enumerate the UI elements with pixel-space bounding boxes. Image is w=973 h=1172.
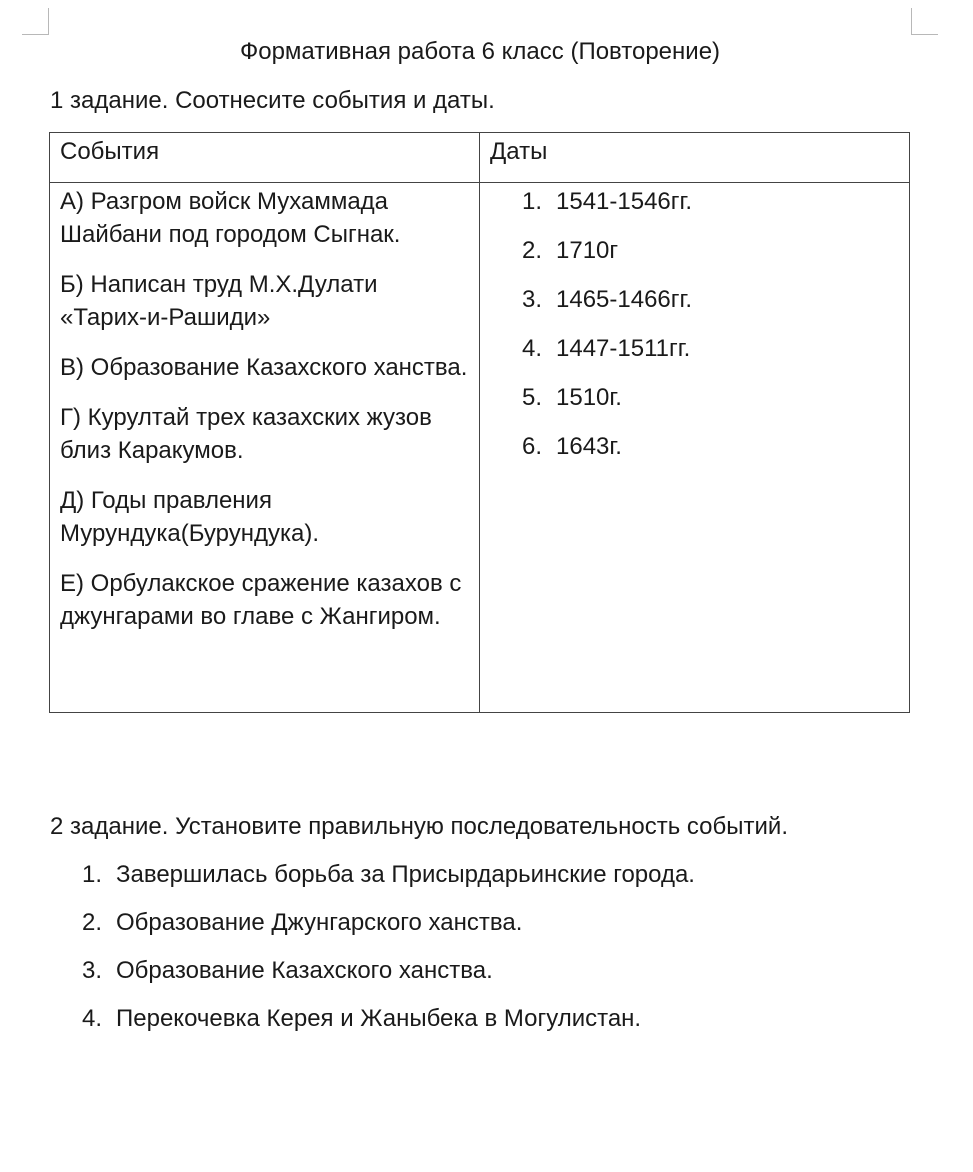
sequence-item-number: 1. [82,861,103,888]
date-item [522,381,692,430]
event-item-g: Г) Курултай трех казахских жузов близ Каракумов. [60,404,432,464]
sequence-item-number: 3. [82,957,103,984]
table-header-events: События [60,138,160,165]
date-item-text: 1510г. [556,384,622,411]
task2-heading: 2 задание. Установите правильную последовательность событий. [50,813,788,840]
sequence-item-number: 2. [82,909,103,936]
date-item-text: 1465-1466гг. [556,286,693,313]
sequence-item-text: Образование Казахского ханства. [116,957,493,984]
sequence-list [82,858,695,1050]
date-item-number: 3. [522,286,543,313]
date-item [522,185,692,234]
sequence-item-text: Перекочевка Керея и Жаныбека в Могулистан. [116,1005,642,1032]
sequence-item-text: Образование Джунгарского ханства. [116,909,523,936]
document-title: Формативная работа 6 класс (Повторение) [239,38,721,65]
sequence-item-text: Завершилась борьба за Присырдарьинские города. [116,861,695,888]
date-item [522,234,692,283]
page-corner-mark-left [22,8,49,35]
sequence-item [82,1002,695,1050]
sequence-item [82,858,695,906]
table-column-divider [479,133,480,712]
date-item-number: 4. [522,335,543,362]
table-header-dates: Даты [490,138,548,165]
sequence-item [82,954,695,1002]
event-item-v: В) Образование Казахского ханства. [60,354,468,381]
date-item-number: 6. [522,433,543,460]
event-item-a: А) Разгром войск Мухаммада Шайбани под городом Сыгнак. [60,188,401,248]
date-item-number: 5. [522,384,543,411]
date-item-number: 2. [522,237,543,264]
date-item [522,332,692,381]
date-item-text: 1643г. [556,433,622,460]
table-header-divider [50,182,909,183]
dates-list [522,185,692,479]
event-item-d: Д) Годы правления Мурундука(Бурундука). [60,487,320,547]
date-item-text: 1447-1511гг. [556,335,691,362]
event-item-b: Б) Написан труд М.Х.Дулати «Тарих-и-Рашиди» [60,271,378,331]
matching-table [49,132,910,713]
date-item-text: 1710г [556,237,619,264]
event-item-e: Е) Орбулакское сражение казахов с джунгарами во главе с Жангиром. [60,570,462,630]
date-item-text: 1541-1546гг. [556,188,693,215]
task1-heading: 1 задание. Соотнесите события и даты. [50,87,495,114]
date-item-number: 1. [522,188,543,215]
sequence-item [82,906,695,954]
date-item [522,430,692,479]
events-list [60,185,470,633]
sequence-item-number: 4. [82,1005,103,1032]
page-corner-mark-right [911,8,938,35]
date-item [522,283,692,332]
